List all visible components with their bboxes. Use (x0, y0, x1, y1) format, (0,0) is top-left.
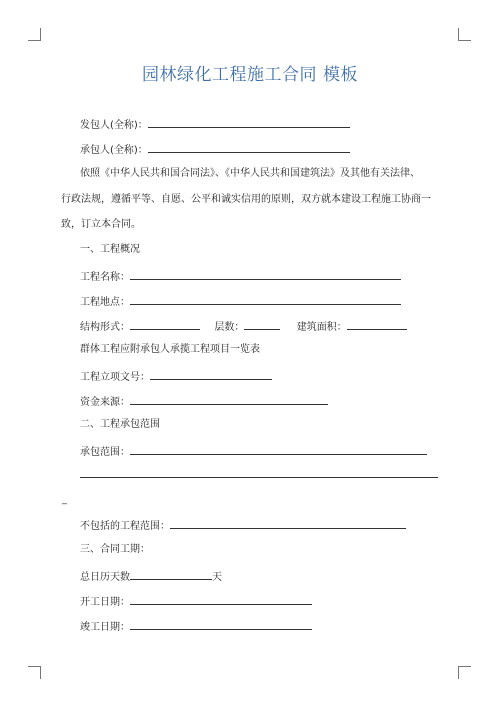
scope-blank[interactable] (130, 443, 427, 455)
total-days-label: 总日历天数 (80, 572, 130, 583)
scope-field (80, 443, 427, 460)
funding-label: 资金来源： (80, 397, 130, 408)
crop-mark-top-left (28, 28, 41, 41)
project-name-field (80, 268, 401, 285)
start-date-label: 开工日期： (80, 597, 130, 608)
crop-mark-top-right (458, 28, 471, 41)
end-date-label: 竣工日期： (80, 622, 130, 633)
structure-blank[interactable] (130, 318, 200, 330)
project-location-field (80, 293, 401, 310)
days-unit: 天 (212, 572, 222, 583)
excluded-scope-blank[interactable] (170, 517, 406, 529)
start-date-blank[interactable] (130, 593, 312, 605)
floors-blank[interactable] (244, 318, 280, 330)
structure-label: 结构形式： (80, 322, 130, 333)
document-title: 园林绿化工程施工合同 模板 (142, 65, 358, 85)
contractor-blank[interactable] (148, 141, 350, 153)
crop-mark-bottom-left (28, 666, 41, 679)
area-blank[interactable] (347, 318, 407, 330)
start-date-field (80, 593, 312, 610)
approval-no-label: 工程立项文号： (80, 372, 150, 383)
employer-label: 发包人(全称)： (80, 120, 148, 131)
project-name-blank[interactable] (130, 268, 401, 280)
section-3-heading: 三、合同工期： (80, 544, 150, 555)
total-days-field (80, 568, 222, 585)
project-name-label: 工程名称： (80, 272, 130, 283)
crop-mark-bottom-right (458, 666, 471, 679)
group-note: 群体工程应附承包人承揽工程项目一览表 (80, 344, 260, 355)
preamble-line-3: 致，订立本合同。 (61, 219, 141, 230)
contractor-field (80, 141, 350, 158)
section-2-heading: 二、工程承包范围 (80, 419, 160, 430)
area-label: 建筑面积： (296, 322, 347, 333)
funding-field (80, 393, 328, 410)
funding-blank[interactable] (130, 393, 328, 405)
project-location-label: 工程地点： (80, 297, 130, 308)
project-location-blank[interactable] (130, 293, 401, 305)
approval-no-field (80, 368, 272, 385)
preamble-line-2: 行政法规，遵循平等、自愿、公平和诚实信用的原则，双方就本建设工程施工协商一 (61, 194, 431, 205)
structure-row (80, 318, 407, 335)
excluded-scope-field (80, 517, 406, 534)
scope-label: 承包范围： (80, 447, 130, 458)
end-date-field (80, 618, 312, 635)
employer-field (80, 116, 350, 133)
employer-blank[interactable] (148, 116, 350, 128)
total-days-blank[interactable] (130, 568, 212, 580)
end-date-blank[interactable] (130, 618, 312, 630)
scope-continuation-line[interactable] (80, 477, 438, 478)
section-1-heading: 一、工程概况 (80, 244, 140, 255)
stray-underscore: _ (62, 494, 67, 505)
contractor-label: 承包人(全称)： (80, 145, 148, 156)
excluded-scope-label: 不包括的工程范围： (80, 521, 170, 532)
preamble-line-1: 依照《中华人民共和国合同法》、《中华人民共和国建筑法》及其他有关法律、 (80, 168, 420, 179)
floors-label: 层数： (214, 322, 245, 333)
approval-no-blank[interactable] (150, 368, 272, 380)
